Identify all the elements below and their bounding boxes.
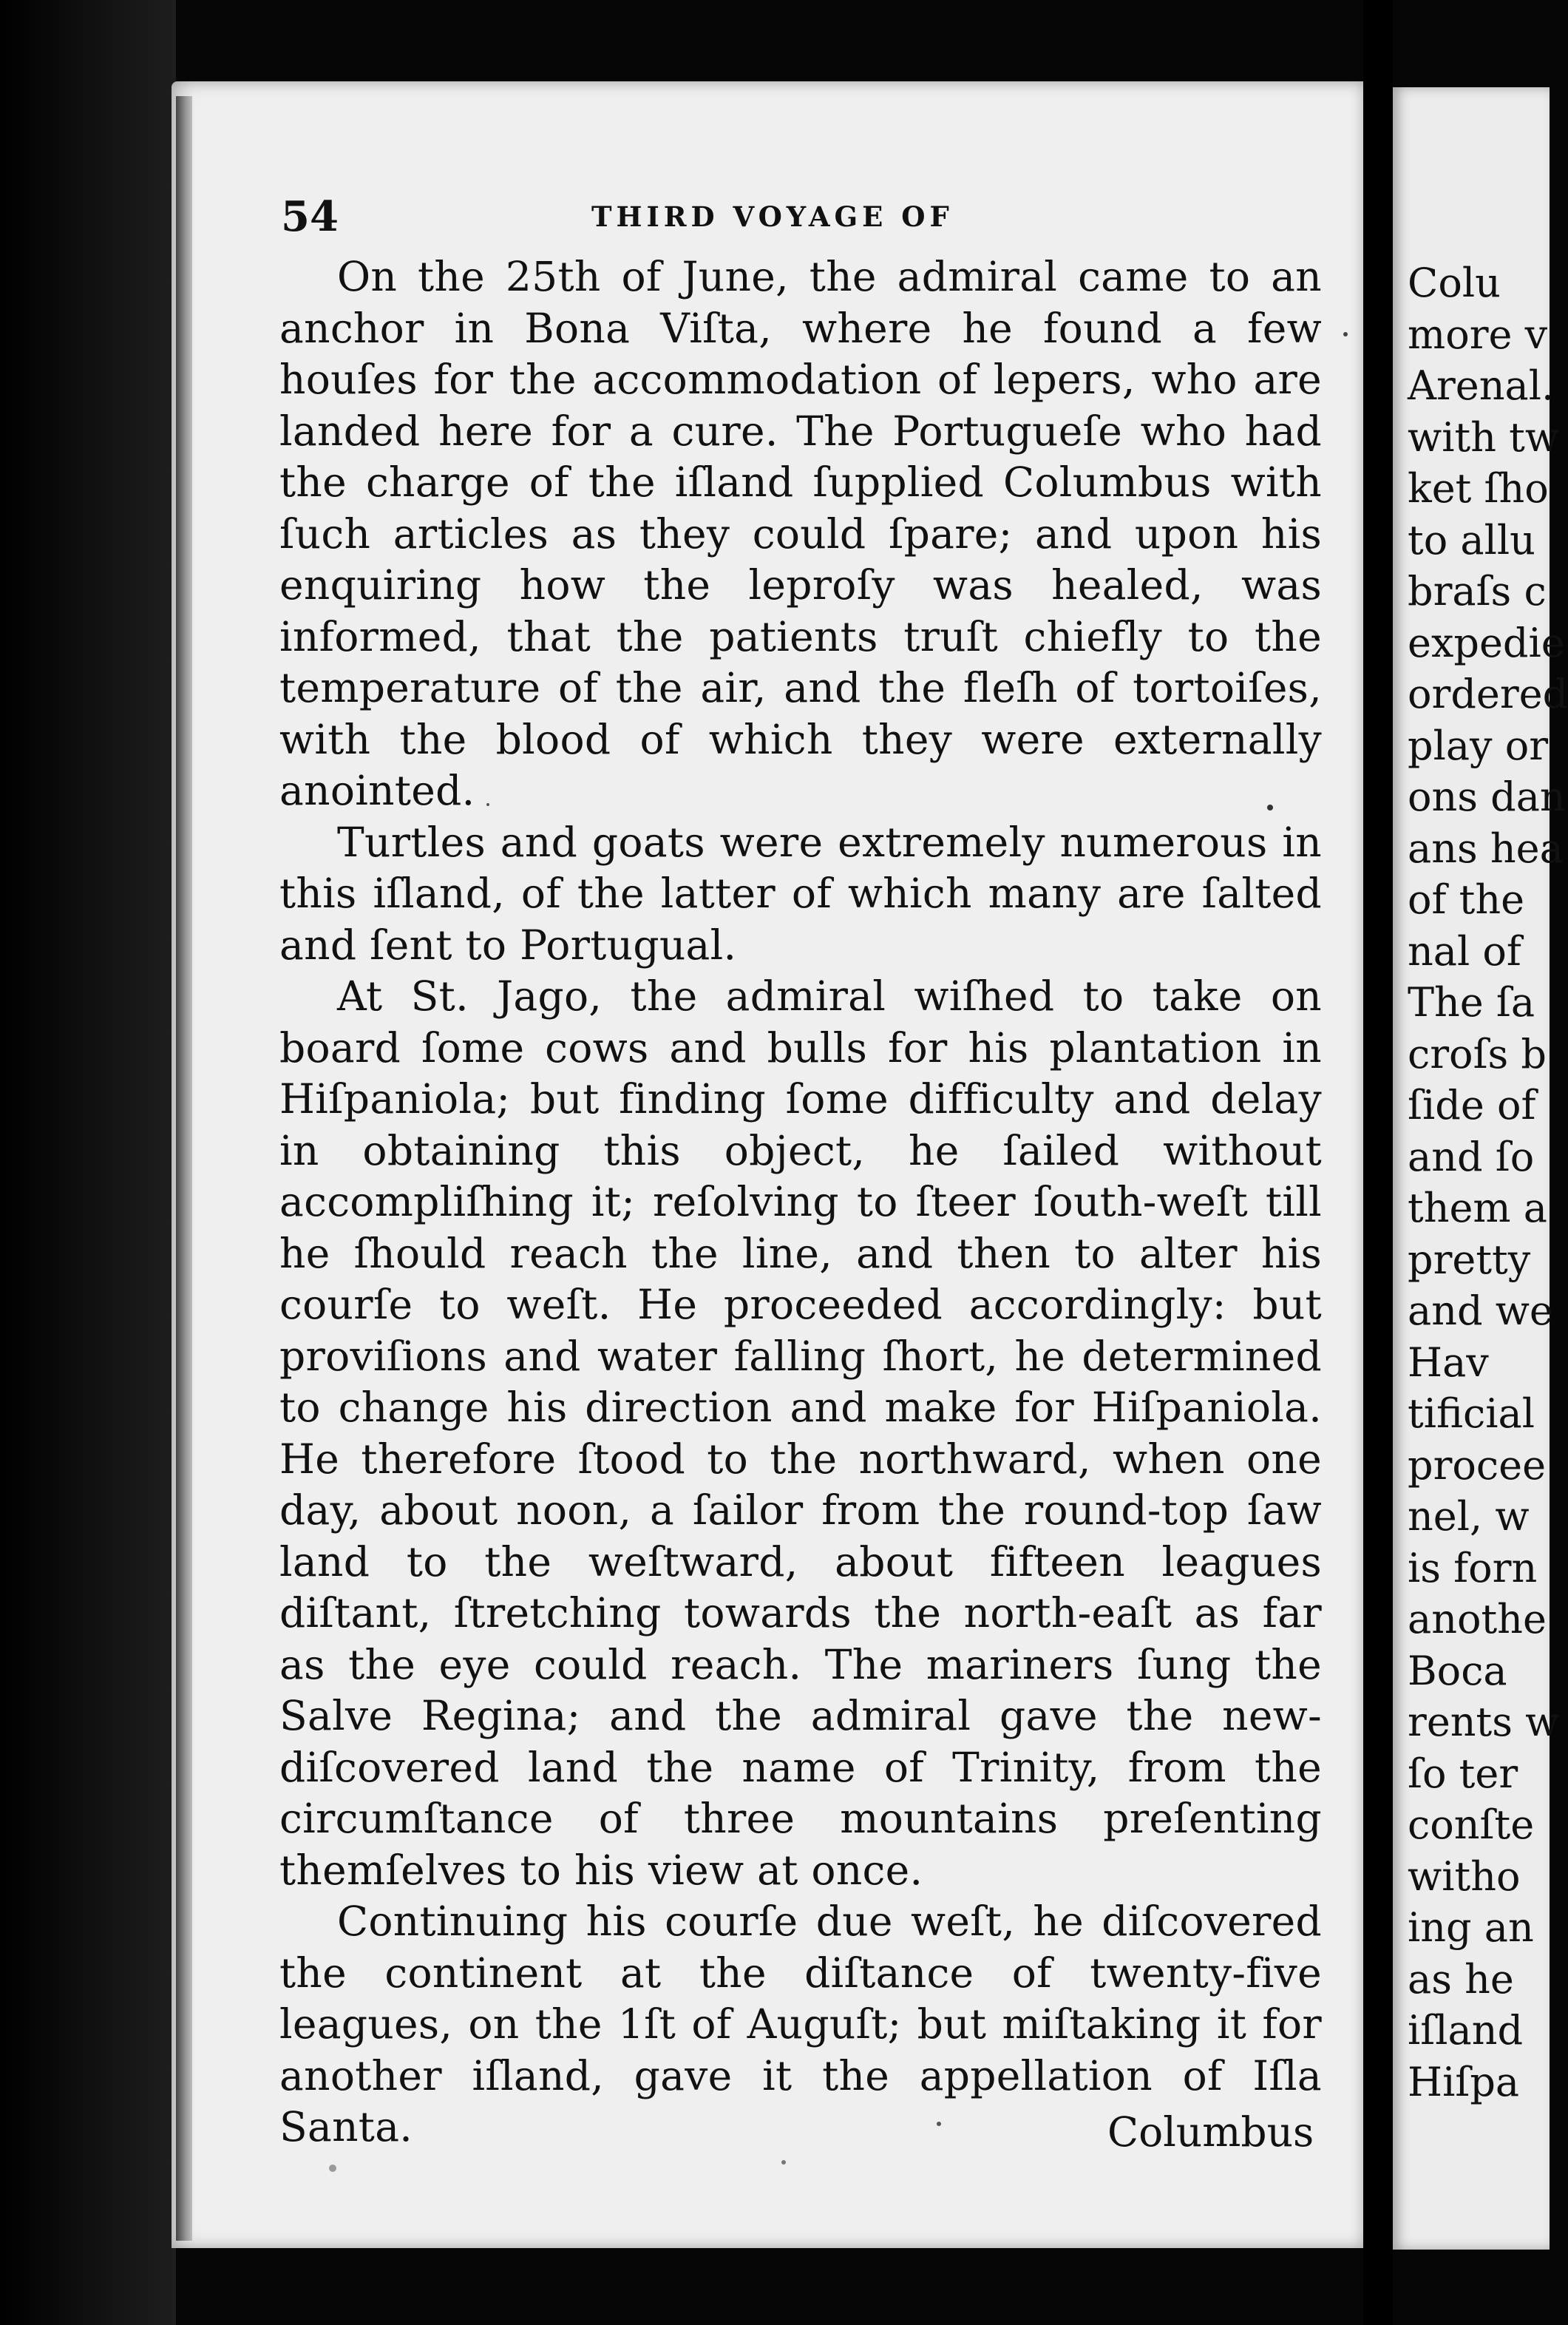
paragraph-turtles-goats: Turtles and goats were extremely numerous in this iſland, of the latter of which many are ſalted and ſent to Portugual. [279,818,1322,969]
right-page-line: tificial [1408,1390,1535,1437]
right-page-line: rents w [1408,1699,1560,1745]
right-page-line: ans hea [1408,825,1564,872]
right-page-line: more v [1408,311,1548,358]
right-page-line: pretty [1408,1236,1531,1283]
right-page-line: play or [1408,722,1549,769]
right-page-line: anothe [1408,1596,1547,1642]
right-page-line: them a [1408,1185,1547,1231]
right-page-line: ſide of [1408,1082,1536,1128]
left-page-edge [176,96,192,2241]
right-page-line: ing an [1408,1904,1534,1951]
right-page-line: nal of [1408,927,1521,975]
right-page-line: Arenal. [1408,362,1555,409]
body-text [279,251,1322,2153]
right-page-line: ket ſho [1408,465,1549,512]
paragraph-continent: Continuing his courſe due weſt, he diſcovered the continent at the diſtance of twenty-five leagues, on the 1ſt of Auguſt; but miſtaking it for another iſland, gave it the appellation of Iſla Santa. [279,1898,1322,2150]
page-header [281,191,1323,243]
right-page-line: ordered [1408,671,1568,717]
right-page-text [1408,257,1568,2108]
right-page-line: Hiſpa [1408,2058,1520,2105]
right-page-line: as he [1408,1955,1514,2003]
right-page-line: iſland [1408,2007,1524,2054]
right-page-line: braſs c [1408,568,1547,615]
right-page-fragment [1393,87,1568,2250]
catchword: Columbus [1107,2108,1314,2156]
right-page-line: procee [1408,1441,1547,1489]
right-page-line: and ſo [1408,1133,1535,1180]
right-page-line: of the [1408,876,1525,923]
right-page-line: and we [1408,1287,1553,1334]
right-page-line: Colu [1408,260,1501,306]
paragraph-st-jago: At St. Jago, the admiral wiſhed to take on board ſome cows and bulls for his plantation in Hiſpaniola; but finding ſome difficulty and delay in obtaining this object, he ſailed without accompliſhing it; reſolving to ſteer ſouth-weſt till he ſhould reach the line, and then to alter his courſe to weſt. He proceeded accordingly: but proviſions and water falling ſhort, he determined to change his direction and make for Hiſpaniola. He therefore ſtood to the northward, when one day, about noon, a ſailor from the round-top ſaw land to the weſtward, about fifteen leagues diſtant, ſtretching towards the north-eaſt as far as the eye could reach. The mariners ſung the Salve Regina; and the admiral gave the new-diſcovered land the name of Trinity, from the circumſtance of three mountains preſenting themſelves to his view at once. [279,972,1322,1894]
right-page-line: witho [1408,1852,1521,1900]
right-page-line: with tw [1408,413,1560,461]
right-page-line: to allu [1408,516,1535,564]
right-page-line: conſte [1408,1801,1535,1848]
right-page-line: ſo ter [1408,1750,1518,1797]
right-page-line: expedie [1408,619,1565,666]
right-page-line: The ſa [1408,979,1535,1026]
book-gutter [1363,0,1393,2325]
right-page-line: Boca [1408,1647,1507,1694]
paragraph-bona-vista: On the 25th of June, the admiral came to an anchor in Bona Viſta, where he found a few houſes for the accommodation of lepers, who are landed here for a cure. The Portugueſe who had the charge of the iſland ſupplied Columbus with ſuch articles as they could ſpare; and upon his enquiring how the leproſy was healed, was informed, that the patients truſt chiefly to the temperature of the air, and the fleſh of tortoiſes, with the blood of which they were externally anointed. [279,253,1322,814]
book-spine-shadow [0,0,176,2325]
page-number: 54 [281,192,339,241]
running-head: THIRD VOYAGE OF [591,200,954,233]
right-page-line: croſs b [1408,1030,1547,1077]
right-page-line: is forn [1408,1544,1538,1591]
right-page-line: ons dan [1408,774,1566,820]
right-page-line: nel, w [1408,1493,1530,1540]
right-page-line: Hav [1408,1339,1489,1386]
